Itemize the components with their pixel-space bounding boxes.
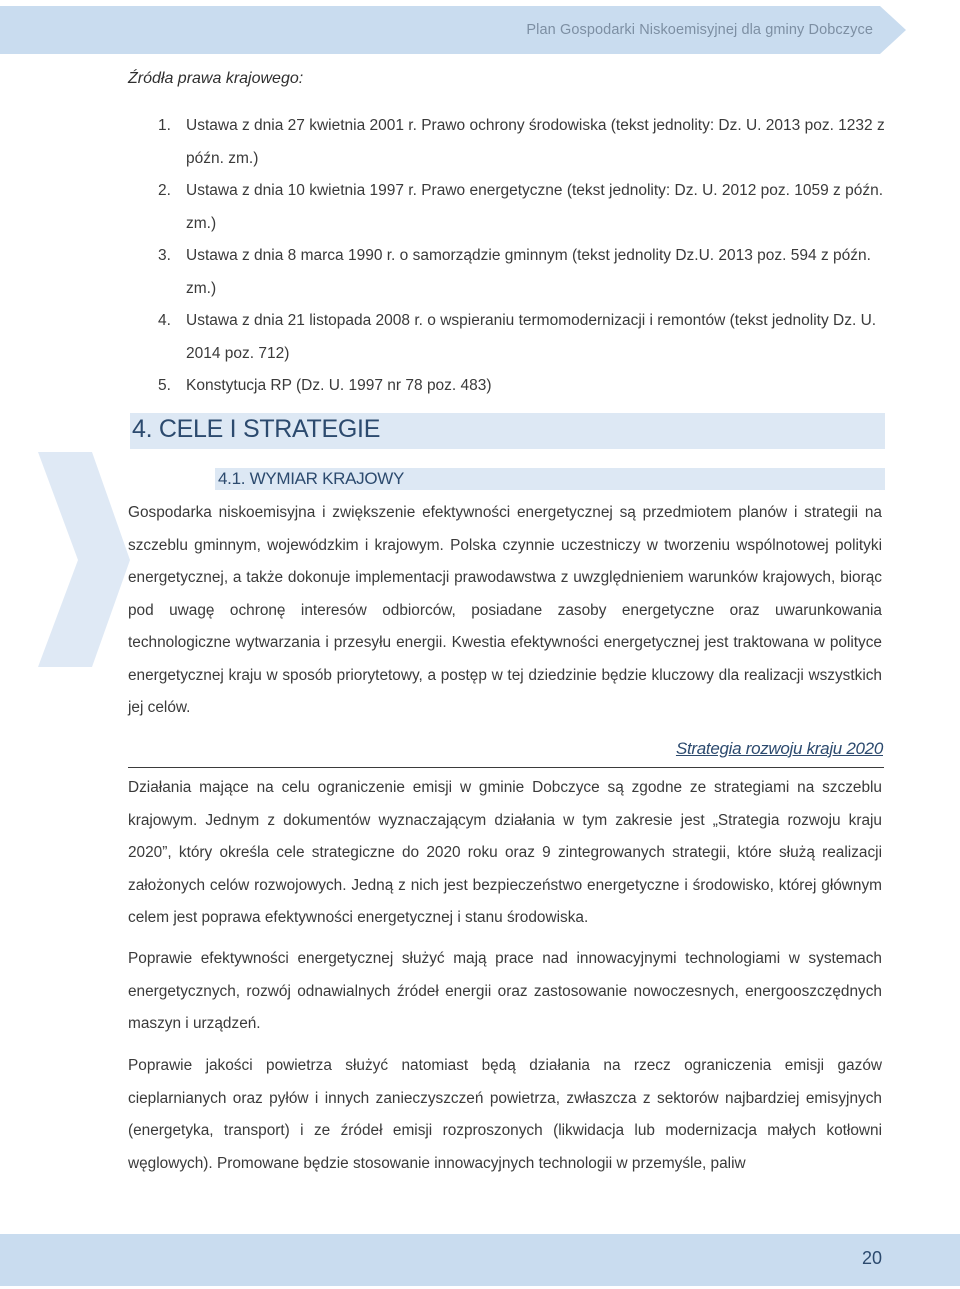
decorative-chevron [0, 452, 130, 672]
list-item [158, 305, 886, 370]
list-item [158, 175, 886, 240]
sources-heading: Źródła prawa krajowego: [128, 70, 304, 87]
list-item-text: Ustawa z dnia 8 marca 1990 r. o samorządzie gminnym (tekst jednolity Dz.U. 2013 poz. 594 z późn. zm.) [186, 247, 871, 297]
list-item-text: Ustawa z dnia 21 listopada 2008 r. o wspieraniu termomodernizacji i remontów (tekst jednolity Dz. U. 2014 poz. 712) [186, 312, 877, 362]
list-item [158, 370, 886, 403]
strategy-paragraph-2: Poprawie efektywności energetycznej służyć mają prace nad innowacyjnymi technologiami w systemach energetycznych, rozwój odnawialnych źródeł energii oraz zastosowanie nowoczesnych, energooszczędnych maszyn i urządzeń. [128, 950, 882, 1032]
law-source-list [158, 110, 886, 403]
section-title: 4.1. WYMIAR KRAJOWY [218, 469, 405, 488]
list-item-number: 5. [158, 377, 171, 394]
strategy-heading-rule [128, 767, 884, 768]
strategy-paragraph-3: Poprawie jakości powietrza służyć natomiast będą działania na rzecz ograniczenia emisji gazów cieplarnianych oraz pyłów i innych zanieczyszczeń powietrza, zwłaszcza z sektorów najbardziej emisyjnych (energetyka, transport) i ze źródeł emisji rozproszonych (likwidacja lub modernizacja małych kotłowni węglowych). Promowane będzie stosowanie innowacyjnych technologii w przemyśle, paliw [128, 1057, 882, 1172]
page-number: 20 [861, 1248, 882, 1268]
list-item-number: 3. [158, 247, 171, 264]
list-item [158, 240, 886, 305]
list-item-number: 4. [158, 312, 171, 329]
footer-band [0, 1234, 960, 1286]
strategy-heading: Strategia rozwoju kraju 2020 [675, 739, 883, 758]
list-item-text: Ustawa z dnia 10 kwietnia 1997 r. Prawo energetyczne (tekst jednolity: Dz. U. 2012 poz. 1059 z późn. zm.) [186, 182, 884, 232]
list-item [158, 110, 886, 175]
intro-paragraph: Gospodarka niskoemisyjna i zwiększenie efektywności energetycznej są przedmiotem planów i strategii na szczeblu gminnym, wojewódzkim i krajowym. Polska czynnie uczestniczy w tworzeniu wspólnotowej polityki energetycznej, a także dokonuje implementacji prawodawstwa z uwzględnieniem warunków krajowych, biorąc pod uwagę ochronę interesów odbiorców, posiadane zasoby energetyczne oraz uwarunkowania technologiczne wytwarzania i przesyłu energii. Kwestia efektywności energetycznej jest traktowana w polityce energetycznej kraju w sposób priorytetowy, a postęp w tej dziedzinie będzie kluczowy dla realizacji wszystkich jej celów. [128, 504, 882, 716]
list-item-number: 2. [158, 182, 171, 199]
list-item-text: Konstytucja RP (Dz. U. 1997 nr 78 poz. 483) [186, 377, 492, 394]
chapter-title: 4. CELE I STRATEGIE [132, 415, 381, 443]
list-item-number: 1. [158, 117, 171, 134]
strategy-paragraph-1: Działania mające na celu ograniczenie emisji w gminie Dobczyce są zgodne ze strategiami na szczeblu krajowym. Jednym z dokumentów wyznaczającym działania w tym zakresie jest „Strategia rozwoju kraju 2020”, który określa cele strategiczne do 2020 roku oraz 9 zintegrowanych strategii, które służą realizacji założonych celów rozwojowych. Jedną z nich jest bezpieczeństwo energetyczne i środowisko, której głównym celem jest poprawa efektywności energetycznej i stanu środowiska. [128, 779, 882, 926]
list-item-text: Ustawa z dnia 27 kwietnia 2001 r. Prawo ochrony środowiska (tekst jednolity: Dz. U. 2013 poz. 1232 z późn. zm.) [186, 117, 885, 167]
document-title: Plan Gospodarki Niskoemisyjnej dla gminy Dobczyce [526, 22, 873, 38]
